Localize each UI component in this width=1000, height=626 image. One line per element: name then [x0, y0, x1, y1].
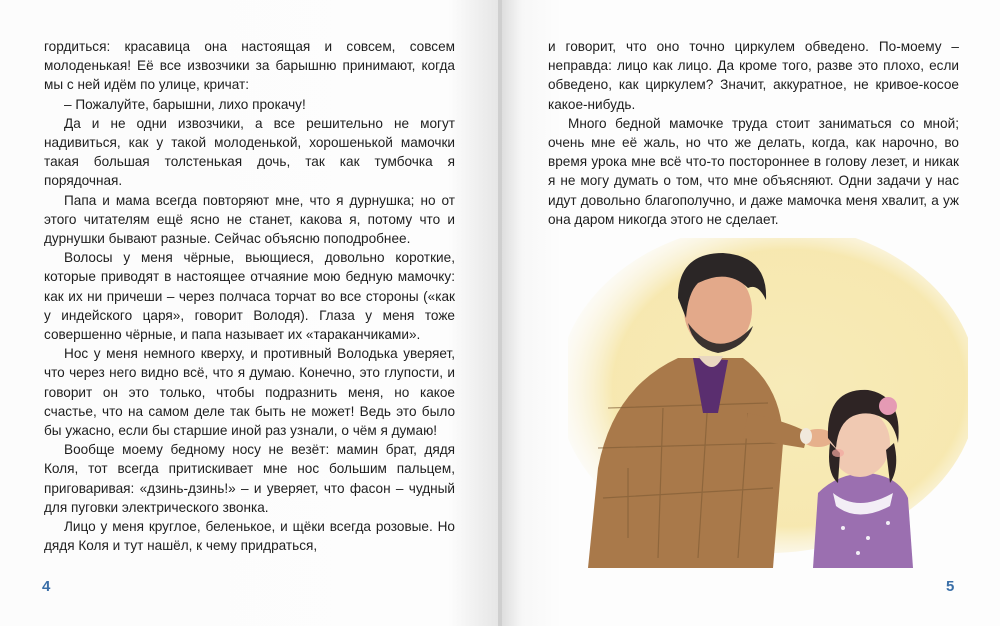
- page-number: 4: [42, 578, 51, 595]
- paragraph: – Пожалуйте, барышни, лихо прокачу!: [64, 96, 306, 112]
- paragraph: Да и не одни извозчики, а все решительно не могут надивиться, как у такой молоденькой, хорошенькой мамочки такая большая толстенькая дочь, так как тумбочка я порядочная.: [44, 115, 455, 189]
- paragraph: и говорит, что оно точно циркулем обведено. По-моему – неправда: лицо как лицо. Да кроме того, разве это плохо, если обведено, как циркулем? Значит, аккуратное, не кривое-косое какое-нибудь.: [548, 39, 959, 112]
- left-page-text: [44, 37, 455, 555]
- paragraph: Много бедной мамочке труда стоит заниматься со мной; очень мне её жаль, но что же делать, когда, как нарочно, во время урока мне всё что-то постороннее в голову лезет, и никак я не могу думать о том, что мне объясняют. Одни задачи у нас идут довольно благополучно, и даже мамочка меня хвалит, а уж она даром никогда этого не сделает.: [548, 115, 959, 227]
- right-page-text: [548, 37, 959, 229]
- paragraph: Лицо у меня круглое, беленькое, и щёки всегда розовые. Но дядя Коля и тут нашёл, к чему придраться,: [44, 519, 455, 554]
- illustration: [568, 238, 968, 568]
- paragraph: гордиться: красавица она настоящая и совсем, совсем молоденькая! Её все извозчики за барышню принимают, когда мы с ней идём по улице, кричат:: [44, 39, 455, 93]
- paragraph: Вообще моему бедному носу не везёт: мамин брат, дядя Коля, тот всегда притискивает мне нос большим пальцем, приговаривая: «дзинь-дзинь!» – и уверяет, что фасон – чудный для пуговки электрического звонка.: [44, 442, 455, 515]
- paragraph: Папа и мама всегда повторяют мне, что я дурнушка; но от этого читателям ещё ясно не станет, какова я, потому что и дурнушки бывают разные. Сейчас объясню поподробнее.: [44, 192, 455, 247]
- page-number: 5: [946, 578, 955, 595]
- right-page: [502, 0, 1000, 626]
- left-page: [0, 0, 498, 626]
- paragraph: Волосы у меня чёрные, вьющиеся, довольно короткие, которые приводят в настоящее отчаяние мою бедную мамочку: как их ни причеши – через полчаса торчат во все стороны («как у индейского царя», говорит Володя). Глаза у меня тоже совершенно чёрные, и папа называет их «тараканчиками».: [44, 250, 455, 343]
- paragraph: Нос у меня немного кверху, и противный Володька уверяет, что через него видно всё, что я думаю. Конечно, это глупости, и говорит он это только, чтобы подразнить меня, но какое счастье, что на самом деле так быть не может! Ведь это было бы ужасно, если бы старшие иной раз узнали, о чём я думаю!: [44, 346, 455, 439]
